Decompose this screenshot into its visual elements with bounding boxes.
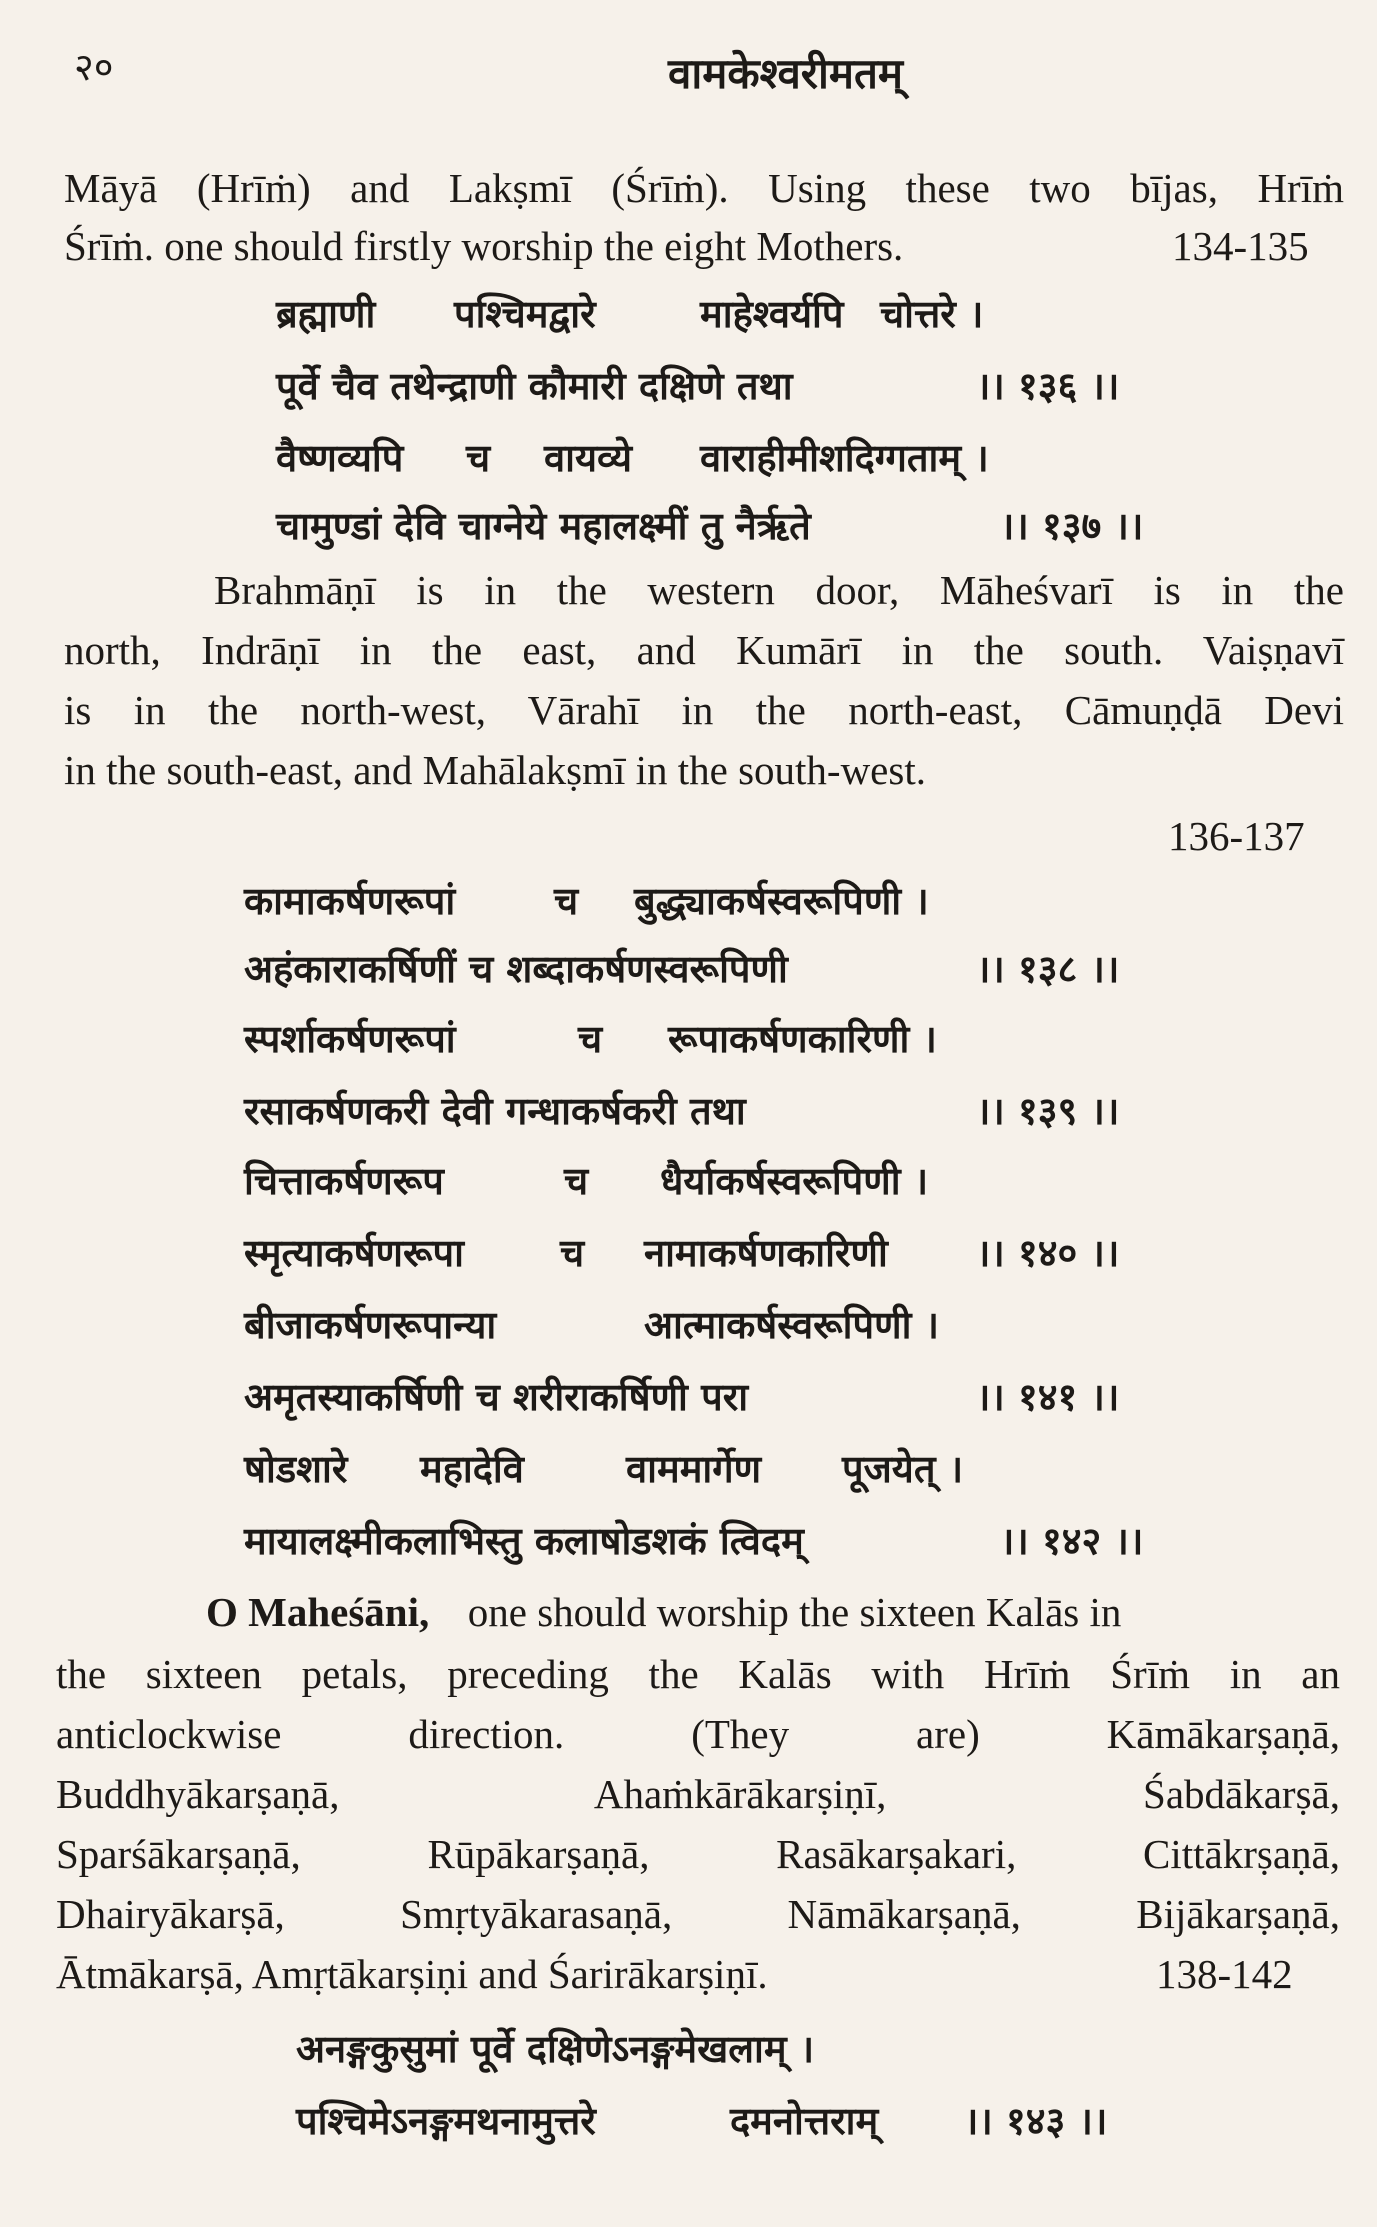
verse-word: आत्माकर्षस्वरूपिणी । xyxy=(644,1303,940,1347)
para2-line-4: in the south-east, and Mahālakṣmī in the south-west. xyxy=(64,747,926,793)
verse-number: ।। १४० ।। xyxy=(976,1231,1120,1275)
verse-line xyxy=(0,1224,1377,1282)
verse-word: चोत्तरे । xyxy=(880,292,984,336)
para3-ref: 138-142 xyxy=(1156,1951,1293,1997)
verse-line xyxy=(0,357,1377,415)
verse-word: वाराहीमीशदिग्गताम् । xyxy=(700,436,989,480)
verse-word: स्पर्शाकर्षणरूपां xyxy=(244,1017,456,1061)
verse-word: महादेवि xyxy=(420,1447,524,1491)
verse-word: बीजाकर्षणरूपान्या xyxy=(244,1303,497,1347)
page-number: २० xyxy=(74,45,114,89)
para3-line-1 xyxy=(206,1582,1121,1642)
verse-word: कामाकर्षणरूपां xyxy=(244,879,456,923)
verse-line xyxy=(0,1368,1377,1426)
verse-line xyxy=(0,940,1377,998)
para1-ref: 134-135 xyxy=(1172,223,1309,269)
verse-line xyxy=(0,1296,1377,1354)
verse-word: धैर्याकर्षस्वरूपिणी । xyxy=(660,1159,929,1203)
verse-word: पश्चिमद्वारे xyxy=(454,292,596,336)
verse-number: ।। १३९ ।। xyxy=(976,1089,1120,1133)
verse-line xyxy=(0,1152,1377,1210)
verse-word: माहेश्वर्यपि xyxy=(700,292,844,336)
verse-word: पूजयेत् । xyxy=(842,1447,964,1491)
para2-line-3: is in the north-west, Vārahī in the north-east, Cāmuṇḍā Devi xyxy=(64,687,1344,733)
verse-word: नामाकर्षणकारिणी xyxy=(644,1231,888,1275)
verse-text: मायालक्ष्मीकलाभिस्तु कलाषोडशकं त्विदम् xyxy=(244,1519,804,1563)
para3-line-5: Sparśākarṣaṇā, Rūpākarṣaṇā, Rasākarṣakari, Cittākrṣaṇā, xyxy=(56,1831,1340,1877)
verse-line xyxy=(0,1010,1377,1068)
para1-line-1: Māyā (Hrīṁ) and Lakṣmī (Śrīṁ). Using these two bījas, Hrīṁ xyxy=(64,165,1344,211)
verse-line xyxy=(0,2020,1377,2078)
verse-number: ।। १४३ ।। xyxy=(964,2099,1108,2143)
para2-ref: 136-137 xyxy=(1168,813,1305,859)
para3-line-7: Ātmākarṣā, Amṛtākarṣiṇi and Śarirākarṣiṇī. xyxy=(56,1951,768,1997)
verse-word: षोडशारे xyxy=(244,1447,348,1491)
verse-word: पश्चिमेऽनङ्गमथनामुत्तरे xyxy=(296,2099,596,2143)
para3-line-6: Dhairyākarṣā, Smṛtyākarasaṇā, Nāmākarṣaṇā, Bijākarṣaṇā, xyxy=(56,1891,1340,1937)
para3-line-4: Buddhyākarṣaṇā, Ahaṁkārākarṣiṇī, Śabdākarṣā, xyxy=(56,1771,1340,1817)
verse-text: पूर्वे चैव तथेन्द्राणी कौमारी दक्षिणे तथा xyxy=(276,364,793,408)
verse-line xyxy=(0,429,1377,487)
verse-word: बुद्ध्याकर्षस्वरूपिणी । xyxy=(634,879,929,923)
verse-text: रसाकर्षणकरी देवी गन्धाकर्षकरी तथा xyxy=(244,1089,746,1133)
verse-word: दमनोत्तराम् xyxy=(730,2099,879,2143)
verse-text: अहंकाराकर्षिणीं च शब्दाकर्षणस्वरूपिणी xyxy=(244,947,788,991)
verse-text: अनङ्गकुसुमां पूर्वे दक्षिणेऽनङ्गमेखलाम् । xyxy=(296,2027,815,2071)
verse-text: अमृतस्याकर्षिणी च शरीराकर्षिणी परा xyxy=(244,1375,749,1419)
running-title: वामकेश्वरीमतम् xyxy=(668,49,904,98)
verse-line xyxy=(0,1512,1377,1570)
verse-line xyxy=(0,872,1377,930)
verse-word: रूपाकर्षणकारिणी । xyxy=(668,1017,937,1061)
verse-word: वायव्ये xyxy=(544,436,633,480)
verse-line xyxy=(0,2092,1377,2150)
verse-line xyxy=(0,497,1377,555)
verse-text: चामुण्डां देवि चाग्नेये महालक्ष्मीं तु नैर्ऋते xyxy=(276,504,811,548)
verse-word: वैष्णव्यपि xyxy=(276,436,404,480)
verse-word: ब्रह्माणी xyxy=(276,292,376,336)
verse-word: चित्ताकर्षणरूप xyxy=(244,1159,444,1203)
verse-word: च xyxy=(564,1159,589,1203)
para2-line-1: Brahmāṇī is in the western door, Māheśvarī is in the xyxy=(214,567,1344,613)
verse-number: ।। १३६ ।। xyxy=(976,364,1120,408)
para1-line-2: Śrīṁ. one should firstly worship the eight Mothers. xyxy=(64,223,904,269)
para3-line-3: anticlockwise direction. (They are) Kāmākarṣaṇā, xyxy=(56,1711,1340,1757)
verse-number: ।। १३८ ।। xyxy=(976,947,1120,991)
para3-line-2: the sixteen petals, preceding the Kalās with Hrīṁ Śrīṁ in an xyxy=(56,1651,1340,1697)
verse-number: ।। १३७ ।। xyxy=(1000,504,1144,548)
para3-first-rest: one should worship the sixteen Kalās in xyxy=(467,1589,1122,1635)
verse-word: च xyxy=(560,1231,585,1275)
verse-line xyxy=(0,285,1377,343)
verse-line xyxy=(0,1082,1377,1140)
verse-word: च xyxy=(466,436,491,480)
para2-line-2: north, Indrāṇī in the east, and Kumārī in the south. Vaiṣṇavī xyxy=(64,627,1344,673)
verse-word: स्मृत्याकर्षणरूपा xyxy=(244,1231,464,1275)
verse-word: च xyxy=(554,879,579,923)
verse-word: च xyxy=(578,1017,603,1061)
para3-lead: O Maheśāni, xyxy=(206,1589,430,1635)
verse-line xyxy=(0,1440,1377,1498)
verse-number: ।। १४१ ।। xyxy=(976,1375,1120,1419)
verse-word: वाममार्गेण xyxy=(626,1447,762,1491)
verse-number: ।। १४२ ।। xyxy=(1000,1519,1144,1563)
